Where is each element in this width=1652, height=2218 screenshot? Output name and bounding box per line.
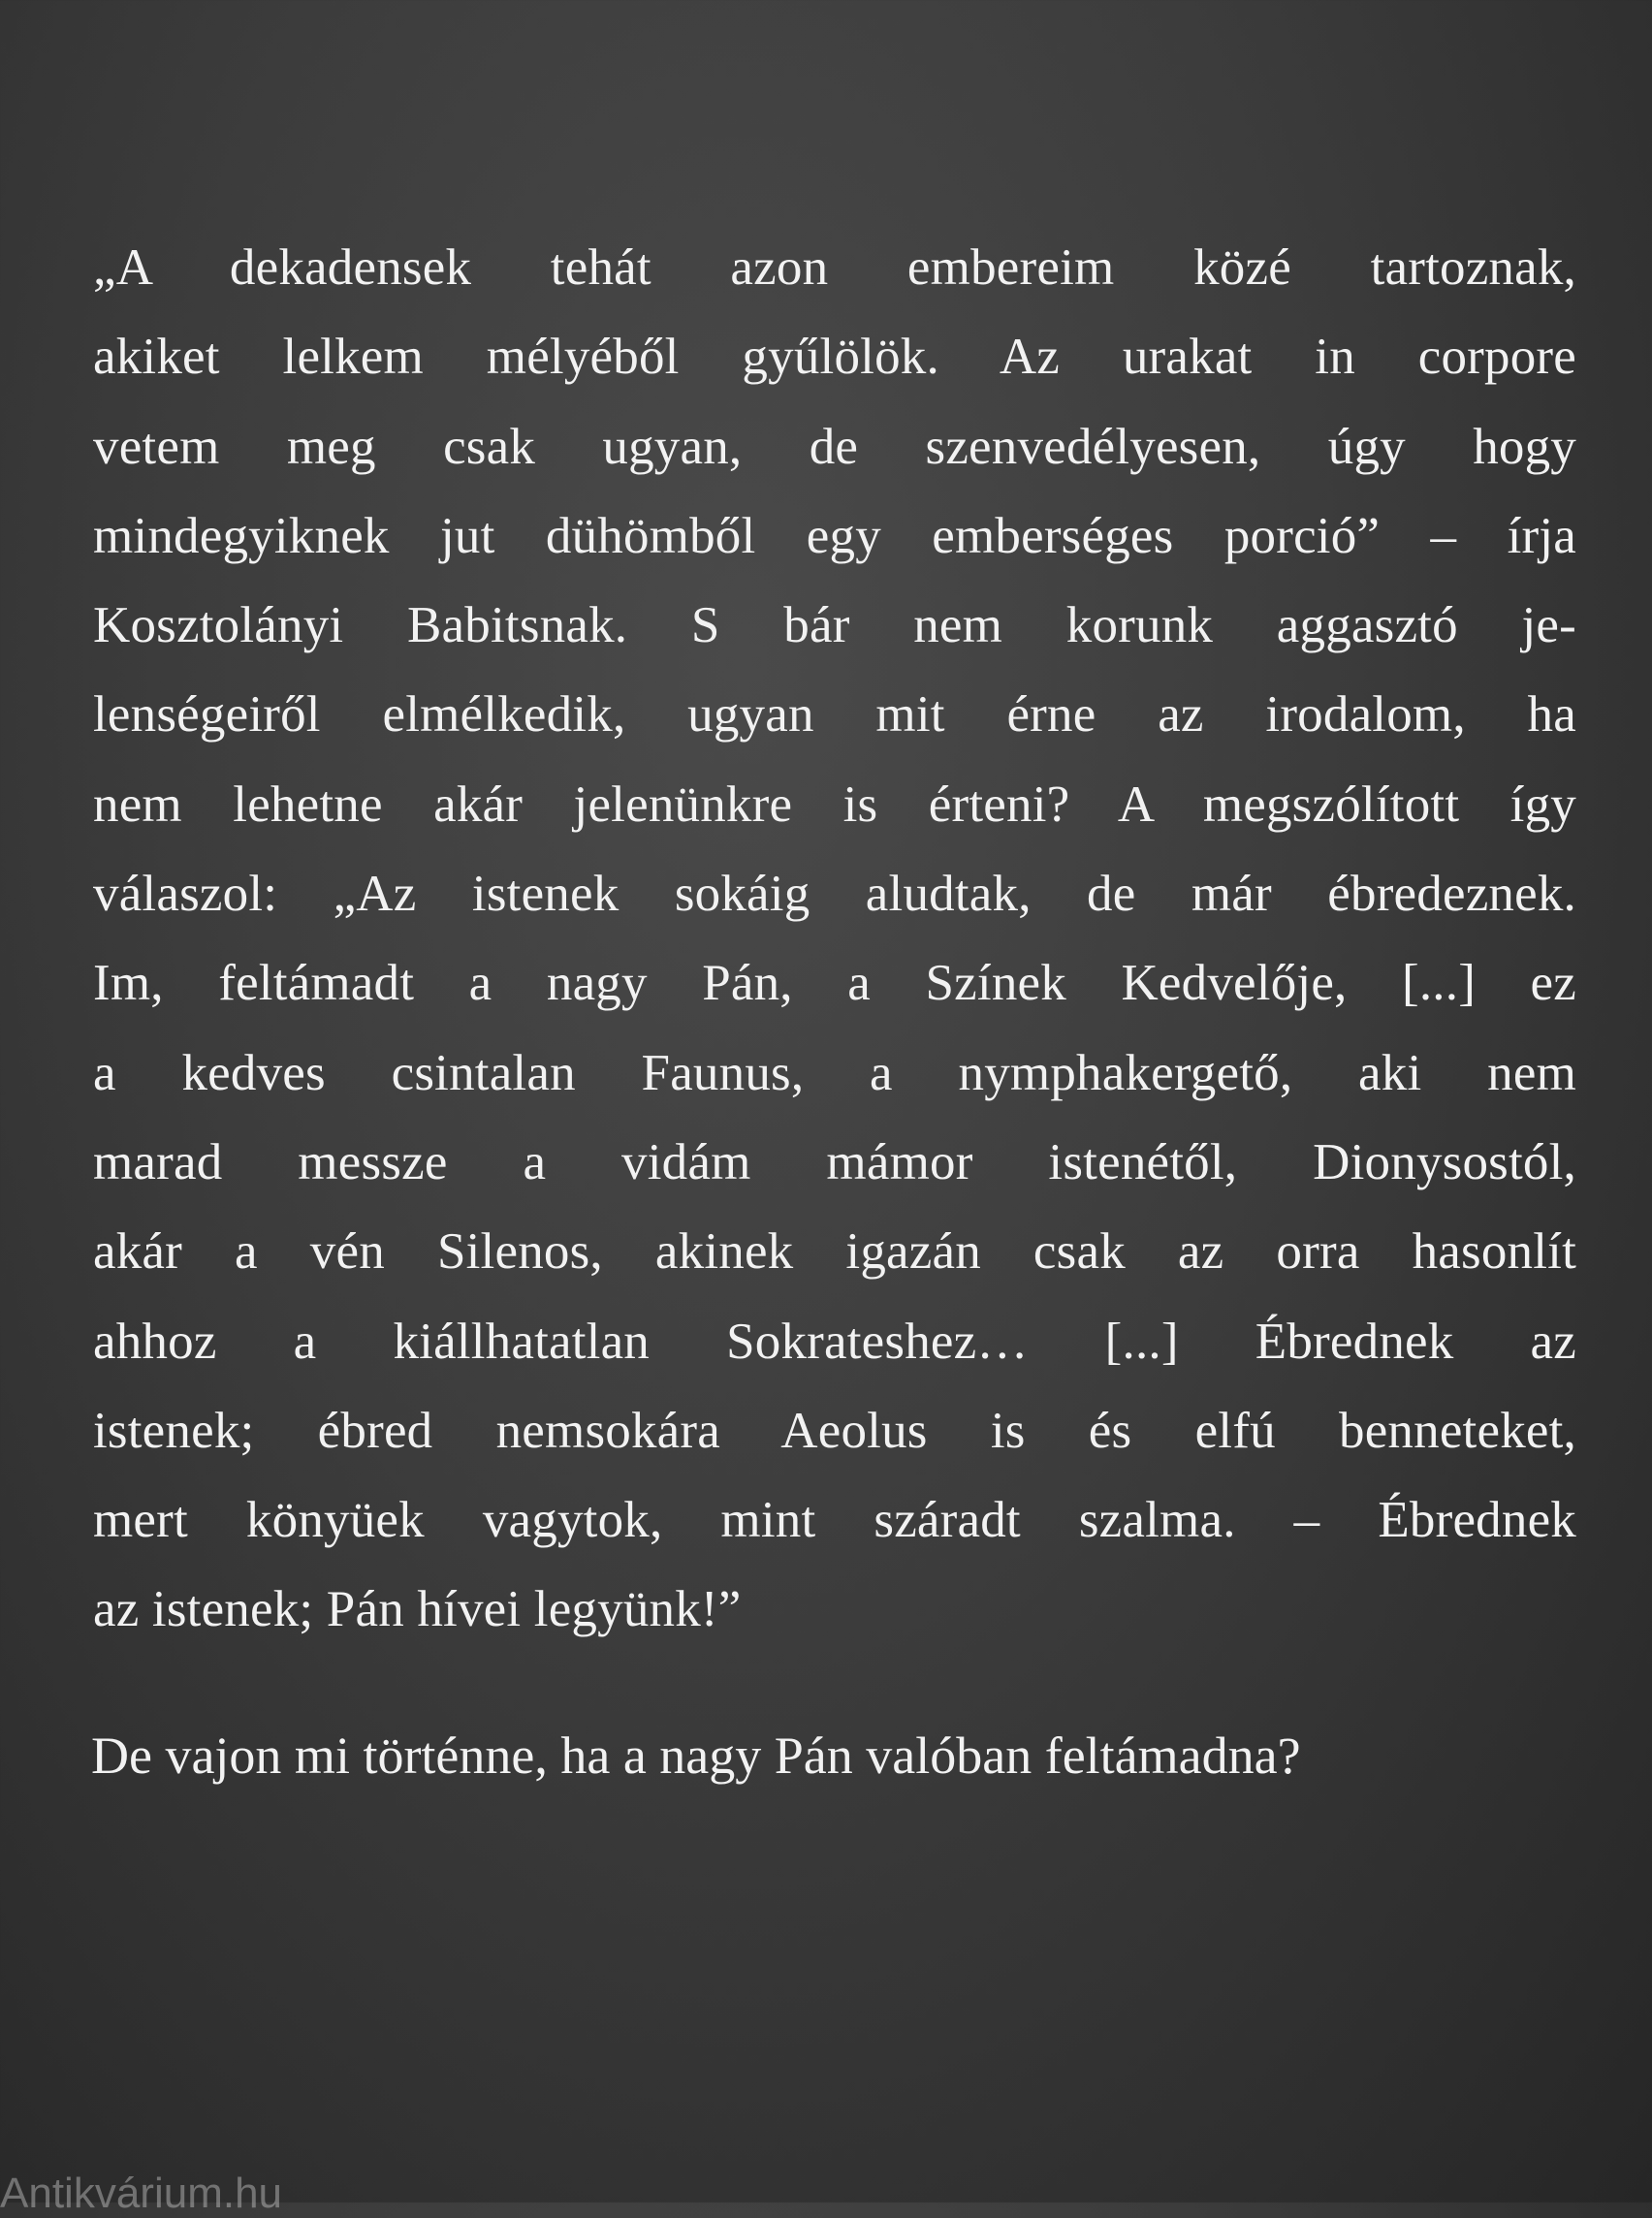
quote-line: a kedves csintalan Faunus, a nymphakergető, aki nem	[93, 1044, 1576, 1101]
quote-line: mindegyiknek jut dühömből egy emberséges porció” – írja	[93, 507, 1576, 564]
quote-line: nem lehetne akár jelenünkre is érteni? A megszólított így	[93, 776, 1576, 833]
quote-line: Kosztolányi Babitsnak. S bár nem korunk aggasztó je-	[93, 597, 1576, 654]
quote-line: válaszol: „Az istenek sokáig aludtak, de már ébredeznek.	[93, 866, 1576, 923]
quote-line: ahhoz a kiállhatatlan Sokrateshez… [...] Ébrednek az	[93, 1313, 1576, 1370]
closing-question: De vajon mi történne, ha a nagy Pán valóban feltámadna?	[91, 1727, 1301, 1785]
quote-line: marad messze a vidám mámor istenétől, Dionysostól,	[93, 1133, 1576, 1190]
quote-line: lenségeiről elmélkedik, ugyan mit érne az irodalom, ha	[93, 686, 1576, 744]
quote-line: „A dekadensek tehát azon embereim közé tartoznak,	[93, 239, 1576, 296]
quote-line: Im, feltámadt a nagy Pán, a Színek Kedvelője, [...] ez	[93, 955, 1576, 1012]
quote-paragraph	[93, 223, 1576, 1655]
quote-line: vetem meg csak ugyan, de szenvedélyesen, úgy hogy	[93, 418, 1576, 475]
quote-line: akár a vén Silenos, akinek igazán csak az orra hasonlít	[93, 1223, 1576, 1281]
watermark: Antikvárium.hu	[0, 2170, 283, 2217]
quote-line: az istenek; Pán hívei legyünk!”	[93, 1581, 742, 1638]
quote-line: istenek; ébred nemsokára Aeolus is és elfú benneteket,	[93, 1402, 1576, 1459]
quote-line: akiket lelkem mélyéből gyűlölök. Az urakat in corpore	[93, 329, 1576, 386]
quote-line: mert könyüek vagytok, mint száradt szalma. – Ébrednek	[93, 1492, 1576, 1549]
